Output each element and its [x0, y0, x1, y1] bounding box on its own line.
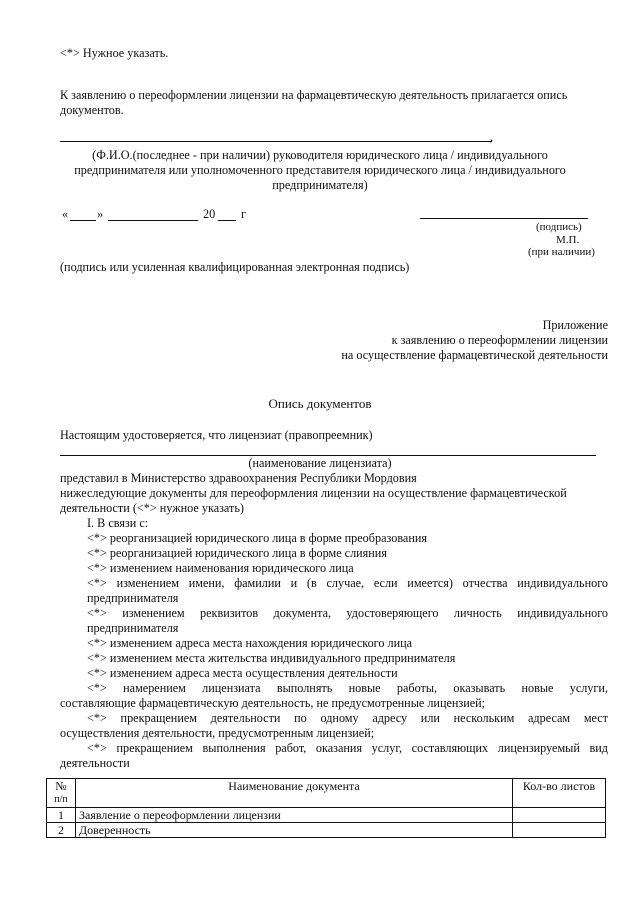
reason-item-continuation: деятельности — [60, 756, 130, 770]
reason-item-continuation: осуществления деятельности, предусмотренным лицензией; — [60, 726, 375, 740]
signature-blank-line[interactable] — [420, 218, 588, 219]
row-num: 1 — [47, 808, 76, 823]
reasons-heading: I. В связи с: — [87, 516, 149, 530]
reason-item-continuation: составляющие фармацевтическую деятельность, не предусмотренные лицензией; — [60, 696, 486, 710]
reason-item: <*> изменением адреса места осуществления деятельности — [87, 666, 398, 680]
row-name: Заявление о переоформлении лицензии — [76, 808, 513, 823]
date-close-quote: » — [97, 207, 104, 221]
table-row — [47, 808, 606, 823]
reason-item: <*> изменением адреса места нахождения юридического лица — [87, 636, 413, 650]
reason-item: <*> изменением реквизитов документа, удостоверяющего личность индивидуального — [87, 606, 608, 620]
row-count[interactable] — [513, 823, 606, 838]
presented-line3: деятельности (<*> нужное указать) — [60, 501, 244, 515]
row-name: Доверенность — [76, 823, 513, 838]
day-blank[interactable] — [70, 220, 96, 221]
header-num-line1: № — [55, 779, 67, 793]
header-num-line2: п/п — [54, 794, 68, 805]
reason-item: <*> реорганизацией юридического лица в форме преобразования — [87, 531, 427, 545]
appendix-line1: Приложение — [542, 318, 608, 332]
header-count: Кол-во листов — [513, 779, 606, 808]
year-blank[interactable] — [218, 220, 236, 221]
year-suffix: г — [241, 207, 246, 221]
row-num: 2 — [47, 823, 76, 838]
reason-item-continuation: предпринимателя — [87, 591, 179, 605]
date-open-quote: « — [62, 207, 69, 221]
licensee-caption: (наименование лицензиата) — [248, 456, 392, 470]
appendix-line2: к заявлению о переоформлении лицензии — [391, 333, 608, 347]
signature-full-caption: (подпись или усиленная квалифицированная электронная подпись) — [60, 260, 410, 274]
stamp-label: М.П. — [556, 234, 580, 246]
reason-item: <*> изменением имени, фамилии и (в случае, если имеется) отчества индивидуального — [87, 576, 608, 590]
stamp-note: (при наличии) — [528, 246, 595, 258]
attachment-note-line1: К заявлению о переоформлении лицензии на фармацевтическую деятельность прилагается опись — [60, 88, 568, 102]
row-count[interactable] — [513, 808, 606, 823]
name-line-comma: , — [490, 130, 494, 144]
documents-table — [46, 778, 606, 838]
table-header-row — [47, 779, 606, 808]
reason-item: <*> прекращением выполнения работ, оказания услуг, составляющих лицензируемый вид — [87, 741, 608, 755]
name-caption-line2: предпринимателя или уполномоченного представителя юридического лица / индивидуального — [74, 163, 566, 177]
reason-item-continuation: предпринимателя — [87, 621, 179, 635]
certify-text: Настоящим удостоверяется, что лицензиат (правопреемник) — [60, 428, 373, 442]
name-caption-line3: предпринимателя) — [272, 178, 368, 192]
reason-item: <*> изменением наименования юридического лица — [87, 561, 354, 575]
presented-line2: нижеследующие документы для переоформления лицензии на осуществление фармацевтической — [60, 486, 567, 500]
appendix-line3: на осуществление фармацевтической деятельности — [341, 348, 608, 362]
signature-label: (подпись) — [536, 221, 582, 233]
reason-item: <*> намерением лицензиата выполнять новые работы, оказывать новые услуги, — [87, 681, 608, 695]
header-num — [47, 779, 76, 808]
name-blank-line — [60, 141, 492, 142]
reason-item: <*> прекращением деятельности по одному адресу или нескольким адресам мест — [87, 711, 608, 725]
header-name: Наименование документа — [76, 779, 513, 808]
footnote: <*> Нужное указать. — [60, 46, 169, 60]
table-row — [47, 823, 606, 838]
month-blank[interactable] — [108, 220, 198, 221]
page-title: Опись документов — [268, 396, 372, 411]
reason-item: <*> реорганизацией юридического лица в форме слияния — [87, 546, 387, 560]
reason-item: <*> изменением места жительства индивидуального предпринимателя — [87, 651, 456, 665]
name-caption-line1: (Ф.И.О.(последнее - при наличии) руководителя юридического лица / индивидуального — [92, 148, 548, 162]
presented-line1: представил в Министерство здравоохранения Республики Мордовия — [60, 471, 417, 485]
year-prefix: 20 — [203, 207, 216, 221]
attachment-note-line2: документов. — [60, 103, 124, 117]
